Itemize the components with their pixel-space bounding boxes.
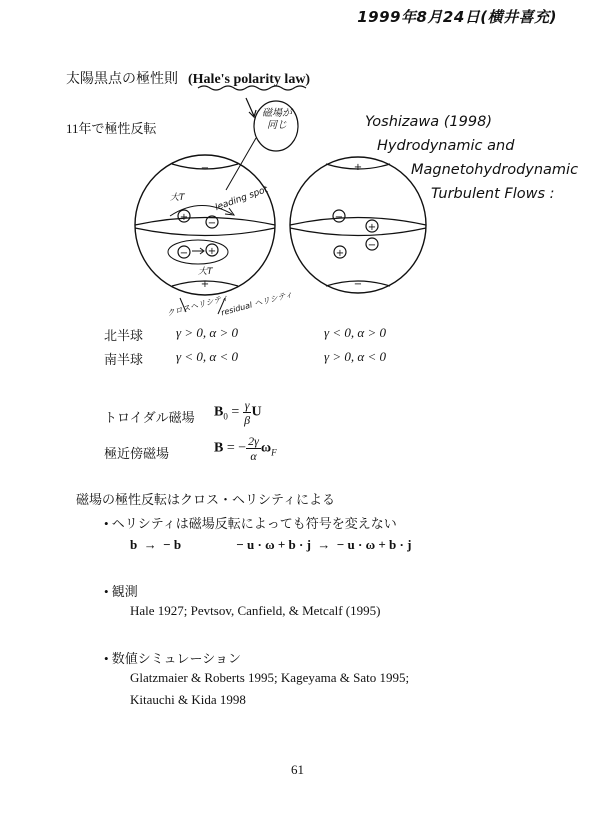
reference-line: Magnetohydrodynamic: [411, 162, 579, 178]
north-hemisphere-label: 北半球: [104, 328, 144, 343]
bullet-simulation: • 数値シミュレーション: [104, 651, 242, 666]
subtitle: 11年で極性反転: [66, 121, 157, 136]
sign-spot: −: [367, 240, 377, 251]
wavy-underline: [198, 86, 306, 90]
bubble-pointer: [226, 138, 256, 190]
south-right-condition: γ > 0, α < 0: [324, 349, 386, 364]
sign-north-left: −: [200, 163, 210, 174]
poloidal-label: 極近傍磁場: [104, 446, 170, 461]
helicity-formula: b → − b − u · ω + b · j → − u · ω + b · j: [130, 537, 412, 552]
reference-line: Turbulent Flows :: [431, 186, 555, 202]
residual-helicity-note: residual ヘリシティ: [220, 289, 294, 318]
sun-left: [135, 155, 275, 314]
bubble-note: 磁場が同じ: [262, 108, 292, 131]
fraction: $\frac{2\gamma}{\alpha}$: [248, 434, 259, 463]
sun-right: [290, 157, 426, 293]
spot-label-lower: 大T: [198, 267, 213, 277]
poloidal-equation: B = − $\frac{2\gamma}{\alpha}$ $\omega_F$: [214, 434, 277, 463]
sign-south-right: −: [353, 279, 363, 290]
page-number: 61: [291, 762, 304, 777]
sign-south-left: +: [200, 279, 210, 290]
sign-spot: +: [179, 212, 189, 223]
section-heading: 磁場の極性反転はクロス・ヘリシティによる: [76, 492, 335, 507]
sign-north-right: +: [353, 162, 363, 173]
bullet-observation: • 観測: [104, 584, 138, 599]
title-japanese: 太陽黒点の極性則: [66, 72, 178, 87]
sign-spot: −: [207, 218, 217, 229]
cross-helicity-note: クロスヘリシティ: [165, 292, 230, 319]
title-english: (Hale's polarity law): [188, 72, 311, 87]
north-right-condition: γ < 0, α > 0: [324, 325, 386, 340]
leading-spot-note: leading spot: [213, 184, 270, 214]
equator-line: [290, 218, 426, 226]
reference-line: Hydrodynamic and: [377, 138, 515, 154]
south-left-condition: γ < 0, α < 0: [176, 349, 238, 364]
sign-spot: +: [367, 222, 377, 233]
north-left-condition: γ > 0, α > 0: [176, 325, 238, 340]
sign-spot: −: [179, 248, 189, 259]
sign-spot: +: [207, 246, 217, 257]
toroidal-label: トロイダル磁場: [104, 410, 195, 425]
reference-line: Yoshizawa (1998): [365, 114, 492, 130]
spot-label-upper: 大T: [170, 193, 185, 203]
observation-refs: Hale 1927; Pevtsov, Canfield, & Metcalf (1995): [130, 603, 381, 618]
fraction: $\frac{\gamma}{\beta}$: [244, 398, 251, 427]
handwritten-date: 1999年8月24日(横井喜充): [357, 8, 557, 26]
sign-spot: +: [335, 248, 345, 259]
simulation-refs-line2: Kitauchi & Kida 1998: [130, 692, 246, 707]
toroidal-equation: $B_0$ = $\frac{\gamma}{\beta}$ U: [214, 398, 262, 427]
equator-line: [135, 218, 275, 226]
south-hemisphere-label: 南半球: [104, 352, 144, 367]
sign-spot: −: [334, 212, 344, 223]
simulation-refs-line1: Glatzmaier & Roberts 1995; Kageyama & Sato 1995;: [130, 670, 410, 685]
bullet-helicity: • ヘリシティは磁場反転によっても符号を変えない: [104, 516, 397, 531]
lower-loop: [168, 240, 228, 264]
sun-outline: [290, 157, 426, 293]
